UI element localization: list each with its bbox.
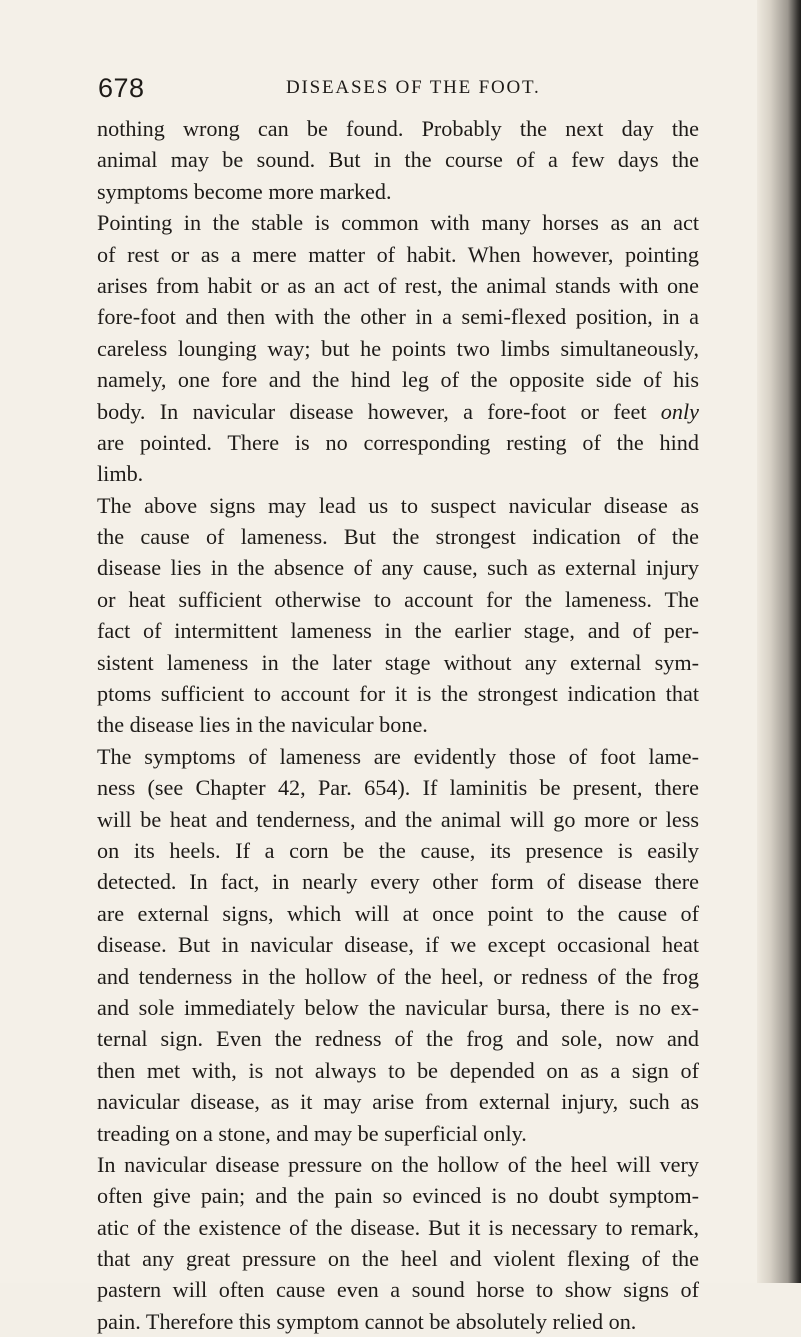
text-line: ternal sign. Even the redness of the frog and sole, now and	[97, 1026, 699, 1052]
text-line: disease lies in the absence of any cause, such as external injury	[97, 555, 699, 581]
text-line: sistent lameness in the later stage without any external sym-	[97, 649, 699, 675]
text-line: symptoms become more marked.	[97, 178, 392, 204]
text-line	[97, 396, 699, 427]
text-line: arises from habit or as an act of rest, the animal stands with one	[97, 272, 699, 298]
text-line: the disease lies in the navicular bone.	[97, 712, 428, 738]
text-line: The above signs may lead us to suspect navicular disease as	[97, 492, 699, 518]
text-line: The symptoms of lameness are evidently those of foot lame-	[97, 743, 699, 769]
text-line: that any great pressure on the heel and violent flexing of the	[97, 1246, 699, 1272]
text-line: treading on a stone, and may be superficial only.	[97, 1120, 527, 1146]
text-line: ness (see Chapter 42, Par. 654). If laminitis be present, there	[97, 775, 699, 801]
text-line: fore-foot and then with the other in a semi-flexed position, in a	[97, 304, 699, 330]
text-line: disease. But in navicular disease, if we except occasional heat	[97, 932, 699, 958]
text-line: and tenderness in the hollow of the heel, or redness of the frog	[97, 963, 699, 989]
text-segment: body. In navicular disease however, a fore-foot or feet	[97, 398, 661, 424]
text-line: pastern will often cause even a sound horse to show signs of	[97, 1277, 699, 1303]
page-number: 678	[98, 73, 145, 103]
text-line: are pointed. There is no corresponding resting of the hind	[97, 429, 699, 455]
text-line: In navicular disease pressure on the hollow of the heel will very	[97, 1151, 699, 1177]
text-line: nothing wrong can be found. Probably the next day the	[97, 116, 699, 141]
text-line: on its heels. If a corn be the cause, its presence is easily	[97, 837, 699, 863]
text-line: Pointing in the stable is common with many horses as an act	[97, 210, 699, 236]
text-line: and sole immediately below the navicular bursa, there is no ex-	[97, 994, 699, 1020]
text-line: fact of intermittent lameness in the earlier stage, and of per-	[97, 618, 699, 644]
text-line: limb.	[97, 461, 144, 487]
text-line: detected. In fact, in nearly every other form of disease there	[97, 869, 699, 895]
text-line: will be heat and tenderness, and the animal will go more or less	[97, 806, 699, 832]
text-line: navicular disease, as it may arise from external injury, such as	[97, 1089, 699, 1115]
text-line: careless lounging way; but he points two limbs simultaneously,	[97, 335, 699, 361]
text-line: namely, one fore and the hind leg of the opposite side of his	[97, 367, 699, 393]
text-line: atic of the existence of the disease. But it is necessary to remark,	[97, 1214, 699, 1240]
body-text	[97, 113, 699, 1337]
text-line: animal may be sound. But in the course of a few days the	[97, 147, 699, 173]
text-line: or heat sufficient otherwise to account for the lameness. The	[97, 586, 699, 612]
text-line: then met with, is not always to be depended on as a sign of	[97, 1057, 699, 1083]
text-line: the cause of lameness. But the strongest indication of the	[97, 524, 699, 550]
text-line: ptoms sufficient to account for it is the strongest indication that	[97, 681, 699, 707]
text-line: are external signs, which will at once point to the cause of	[97, 900, 699, 926]
running-title: DISEASES OF THE FOOT.	[286, 77, 541, 98]
running-head	[98, 68, 698, 108]
page-binding-shadow	[757, 0, 801, 1283]
italic-emphasis: only	[660, 398, 699, 424]
text-line: often give pain; and the pain so evinced is no doubt symptom-	[97, 1183, 699, 1209]
text-line: pain. Therefore this symptom cannot be absolutely relied on.	[97, 1308, 637, 1334]
text-line: of rest or as a mere matter of habit. When however, pointing	[97, 241, 699, 267]
